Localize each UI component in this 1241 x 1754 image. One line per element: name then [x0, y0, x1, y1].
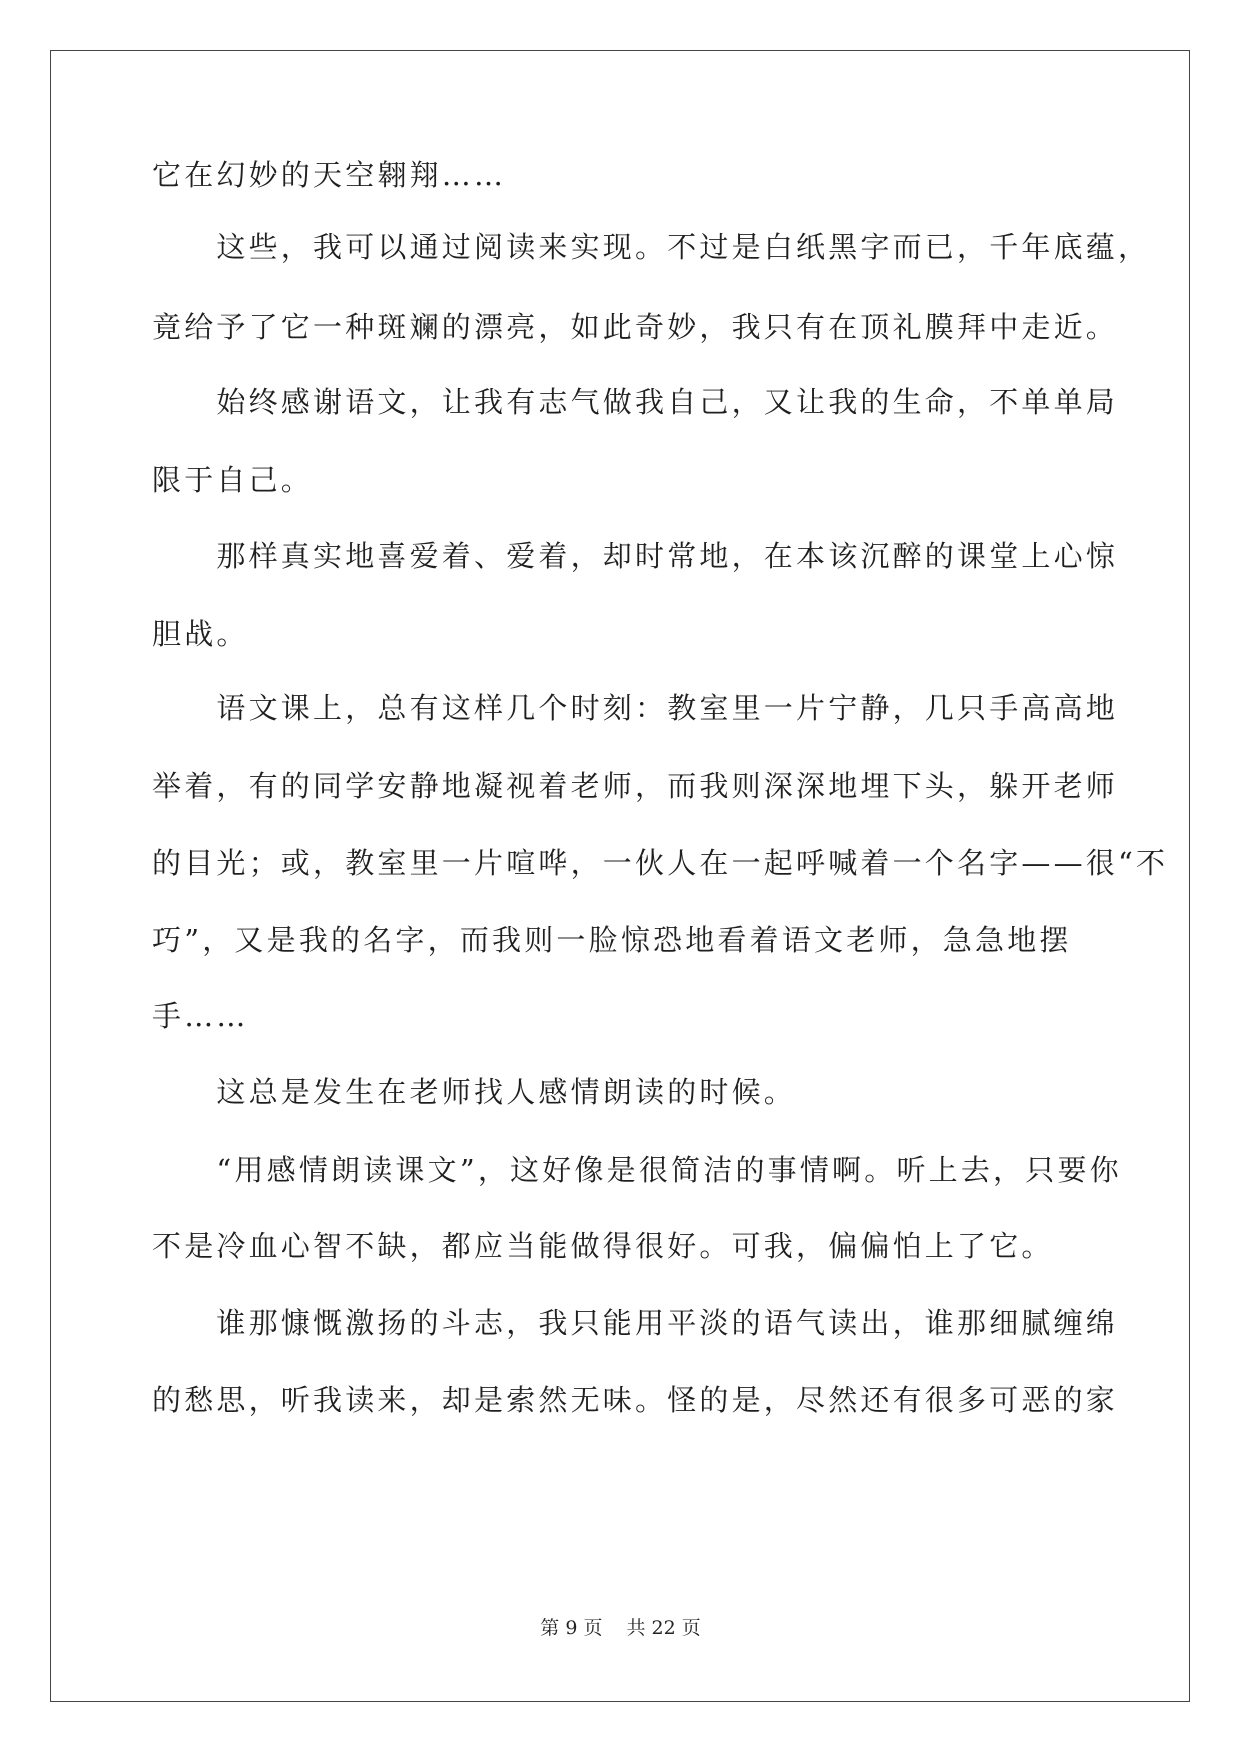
page-footer: [0, 1613, 1241, 1640]
text-line: 它在幻妙的天空翱翔……: [152, 158, 507, 192]
text-line: 这总是发生在老师找人感情朗读的时候。: [152, 1075, 797, 1109]
text-line: 不是冷血心智不缺，都应当能做得很好。可我，偏偏怕上了它。: [152, 1229, 1054, 1263]
text-line: 的愁思，听我读来，却是索然无味。怪的是，尽然还有很多可恶的家: [152, 1383, 1119, 1417]
text-line: 的目光；或，教室里一片喧哗，一伙人在一起呼喊着一个名字——很“不: [152, 846, 1169, 880]
text-line: 手……: [152, 999, 249, 1033]
page-number-current: 第 9 页: [540, 1617, 603, 1639]
text-line: 始终感谢语文，让我有志气做我自己，又让我的生命，不单单局: [152, 385, 1119, 419]
text-line: 限于自己。: [152, 463, 314, 497]
text-line: 举着，有的同学安静地凝视着老师，而我则深深地埋下头，躲开老师: [152, 769, 1119, 803]
text-line: “用感情朗读课文”，这好像是很简洁的事情啊。听上去，只要你: [152, 1153, 1122, 1187]
page-number-total: 共 22 页: [626, 1617, 701, 1639]
text-line: 胆战。: [152, 617, 249, 651]
text-line: 谁那慷慨激扬的斗志，我只能用平淡的语气读出，谁那细腻缠绵: [152, 1306, 1119, 1340]
text-line: 这些，我可以通过阅读来实现。不过是白纸黑字而已，千年底蕴，: [152, 230, 1151, 264]
text-line: 巧”，又是我的名字，而我则一脸惊恐地看着语文老师，急急地摆: [152, 923, 1072, 957]
text-line: 语文课上，总有这样几个时刻：教室里一片宁静，几只手高高地: [152, 691, 1119, 725]
text-line: 那样真实地喜爱着、爱着，却时常地，在本该沉醉的课堂上心惊: [152, 539, 1119, 573]
text-line: 竟给予了它一种斑斓的漂亮，如此奇妙，我只有在顶礼膜拜中走近。: [152, 310, 1119, 344]
